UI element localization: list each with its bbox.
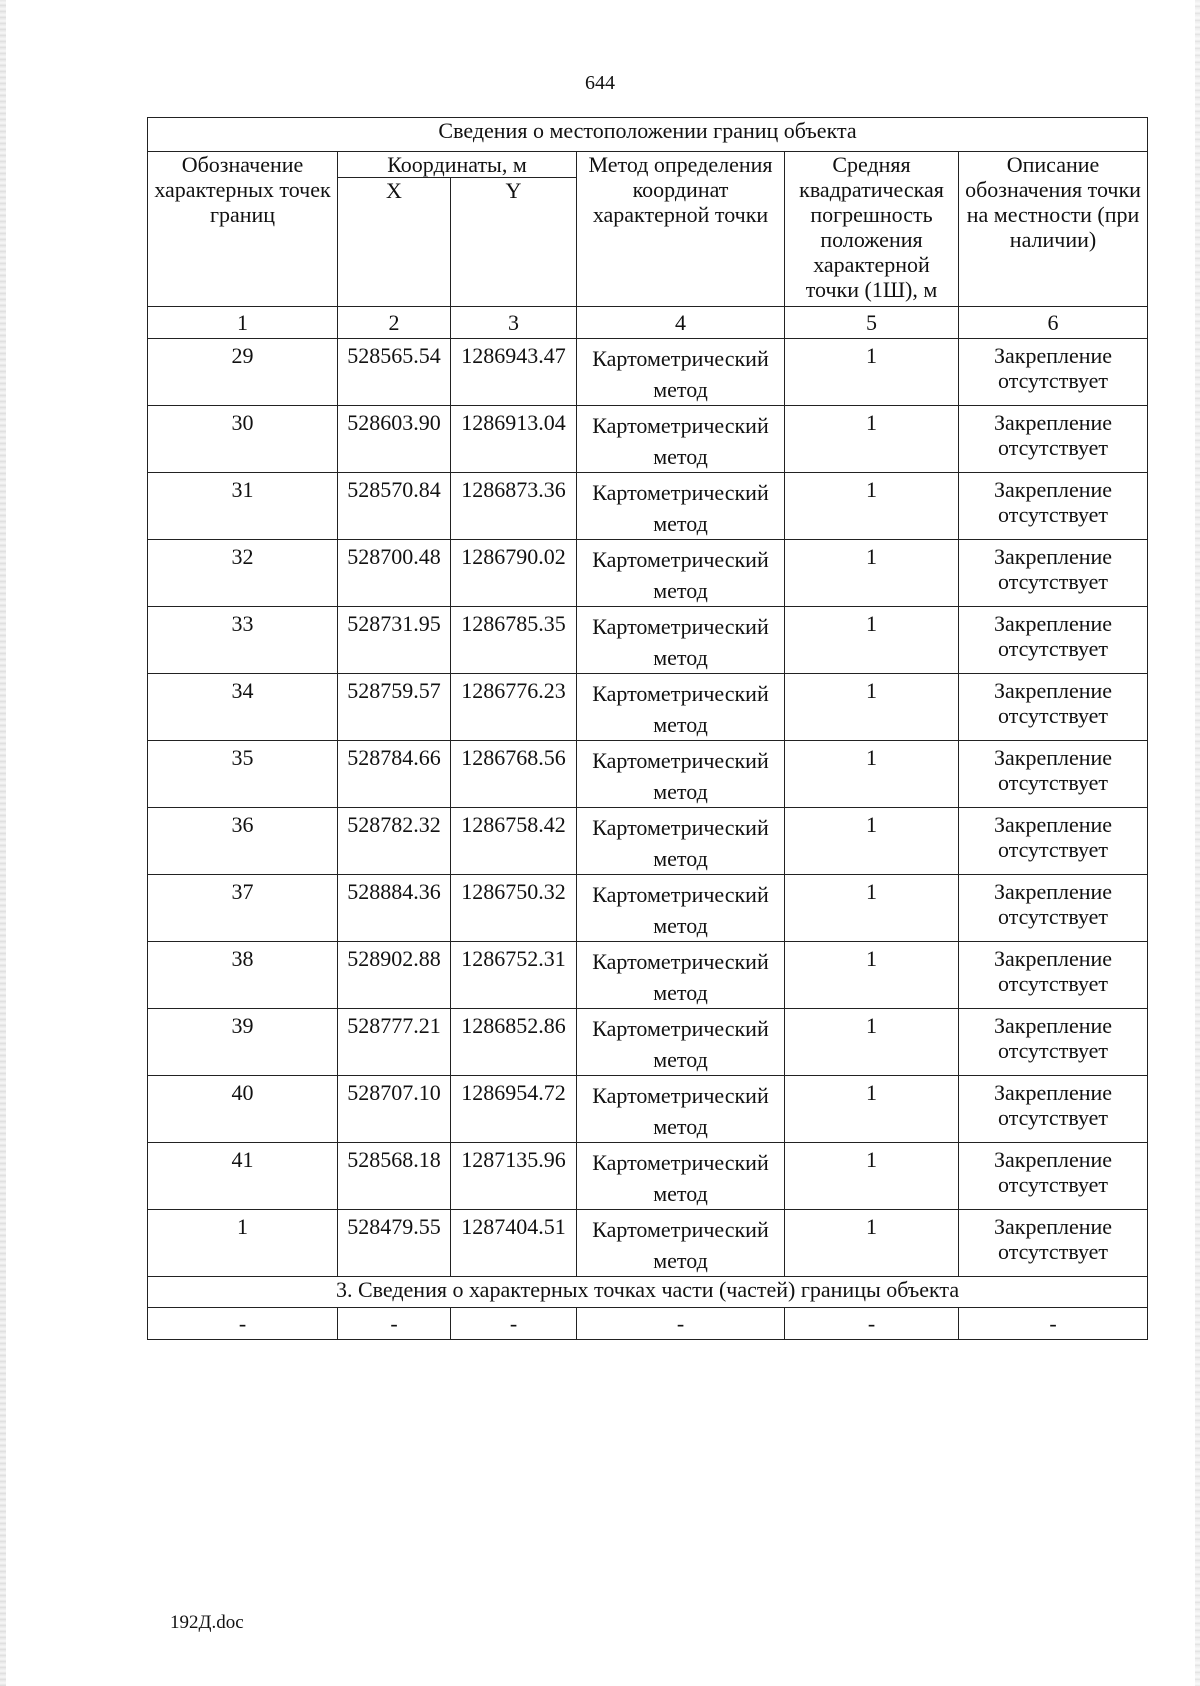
empty-dash-cell: - — [338, 1308, 451, 1340]
description-cell: Закрепление отсутствует — [959, 808, 1148, 875]
column-number-row — [148, 307, 1148, 339]
table-row — [148, 1210, 1148, 1277]
error-cell: 1 — [785, 808, 959, 875]
column-number: 5 — [785, 307, 959, 339]
description-cell: Закрепление отсутствует — [959, 1076, 1148, 1143]
y-coordinate-cell: 1286790.02 — [451, 540, 577, 607]
point-cell: 32 — [148, 540, 338, 607]
method-cell: Картометрический метод — [577, 1143, 785, 1210]
description-cell: Закрепление отсутствует — [959, 473, 1148, 540]
table-row — [148, 339, 1148, 406]
x-coordinate-cell: 528731.95 — [338, 607, 451, 674]
description-cell: Закрепление отсутствует — [959, 674, 1148, 741]
table-row — [148, 942, 1148, 1009]
description-cell: Закрепление отсутствует — [959, 741, 1148, 808]
column-number: 2 — [338, 307, 451, 339]
table-row — [148, 473, 1148, 540]
y-coordinate-cell: 1286785.35 — [451, 607, 577, 674]
scan-edge-left — [0, 0, 6, 1686]
x-coordinate-cell: 528570.84 — [338, 473, 451, 540]
error-cell: 1 — [785, 473, 959, 540]
empty-dash-cell: - — [148, 1308, 338, 1340]
y-coordinate-cell: 1287135.96 — [451, 1143, 577, 1210]
method-cell: Картометрический метод — [577, 1009, 785, 1076]
method-cell: Картометрический метод — [577, 607, 785, 674]
caption-row — [148, 118, 1148, 152]
error-cell: 1 — [785, 1210, 959, 1277]
point-cell: 40 — [148, 1076, 338, 1143]
method-cell: Картометрический метод — [577, 942, 785, 1009]
point-cell: 33 — [148, 607, 338, 674]
x-coordinate-cell: 528565.54 — [338, 339, 451, 406]
header-row — [148, 152, 1148, 178]
description-cell: Закрепление отсутствует — [959, 875, 1148, 942]
section-3-title: 3. Сведения о характерных точках части (частей) границы объекта — [148, 1277, 1148, 1308]
x-coordinate-cell: 528479.55 — [338, 1210, 451, 1277]
header-description: Описание обозначения точки на местности (при наличии) — [959, 152, 1148, 307]
table-row — [148, 607, 1148, 674]
y-coordinate-cell: 1286776.23 — [451, 674, 577, 741]
point-cell: 34 — [148, 674, 338, 741]
point-cell: 36 — [148, 808, 338, 875]
method-cell: Картометрический метод — [577, 875, 785, 942]
error-cell: 1 — [785, 339, 959, 406]
method-cell: Картометрический метод — [577, 674, 785, 741]
header-designation: Обозначение характерных точек границ — [148, 152, 338, 307]
header-error: Средняя квадратическая погрешность положения характерной точки (1Ш), м — [785, 152, 959, 307]
empty-dash-cell: - — [785, 1308, 959, 1340]
empty-dash-cell: - — [577, 1308, 785, 1340]
method-cell: Картометрический метод — [577, 406, 785, 473]
table-row — [148, 1009, 1148, 1076]
column-number: 1 — [148, 307, 338, 339]
error-cell: 1 — [785, 875, 959, 942]
description-cell: Закрепление отсутствует — [959, 1210, 1148, 1277]
description-cell: Закрепление отсутствует — [959, 406, 1148, 473]
description-cell: Закрепление отсутствует — [959, 540, 1148, 607]
table-row — [148, 1143, 1148, 1210]
x-coordinate-cell: 528707.10 — [338, 1076, 451, 1143]
point-cell: 35 — [148, 741, 338, 808]
header-y: Y — [451, 178, 577, 307]
y-coordinate-cell: 1286873.36 — [451, 473, 577, 540]
empty-dash-cell: - — [451, 1308, 577, 1340]
method-cell: Картометрический метод — [577, 339, 785, 406]
table-row — [148, 741, 1148, 808]
column-number: 4 — [577, 307, 785, 339]
x-coordinate-cell: 528884.36 — [338, 875, 451, 942]
method-cell: Картометрический метод — [577, 1076, 785, 1143]
header-method: Метод определения координат характерной точки — [577, 152, 785, 307]
x-coordinate-cell: 528777.21 — [338, 1009, 451, 1076]
description-cell: Закрепление отсутствует — [959, 607, 1148, 674]
point-cell: 38 — [148, 942, 338, 1009]
description-cell: Закрепление отсутствует — [959, 942, 1148, 1009]
point-cell: 29 — [148, 339, 338, 406]
method-cell: Картометрический метод — [577, 473, 785, 540]
table-row — [148, 674, 1148, 741]
y-coordinate-cell: 1286768.56 — [451, 741, 577, 808]
y-coordinate-cell: 1287404.51 — [451, 1210, 577, 1277]
point-cell: 41 — [148, 1143, 338, 1210]
error-cell: 1 — [785, 540, 959, 607]
method-cell: Картометрический метод — [577, 808, 785, 875]
error-cell: 1 — [785, 607, 959, 674]
x-coordinate-cell: 528603.90 — [338, 406, 451, 473]
description-cell: Закрепление отсутствует — [959, 339, 1148, 406]
x-coordinate-cell: 528784.66 — [338, 741, 451, 808]
y-coordinate-cell: 1286852.86 — [451, 1009, 577, 1076]
x-coordinate-cell: 528782.32 — [338, 808, 451, 875]
point-cell: 30 — [148, 406, 338, 473]
description-cell: Закрепление отсутствует — [959, 1143, 1148, 1210]
y-coordinate-cell: 1286913.04 — [451, 406, 577, 473]
table-row — [148, 1076, 1148, 1143]
table-caption: Сведения о местоположении границ объекта — [148, 118, 1148, 152]
error-cell: 1 — [785, 1009, 959, 1076]
y-coordinate-cell: 1286758.42 — [451, 808, 577, 875]
error-cell: 1 — [785, 741, 959, 808]
table-row — [148, 875, 1148, 942]
page-number: 644 — [585, 72, 615, 94]
x-coordinate-cell: 528700.48 — [338, 540, 451, 607]
y-coordinate-cell: 1286752.31 — [451, 942, 577, 1009]
method-cell: Картометрический метод — [577, 741, 785, 808]
method-cell: Картометрический метод — [577, 1210, 785, 1277]
y-coordinate-cell: 1286954.72 — [451, 1076, 577, 1143]
boundary-points-table — [147, 117, 1148, 1340]
point-cell: 37 — [148, 875, 338, 942]
point-cell: 1 — [148, 1210, 338, 1277]
description-cell: Закрепление отсутствует — [959, 1009, 1148, 1076]
x-coordinate-cell: 528902.88 — [338, 942, 451, 1009]
empty-dash-cell: - — [959, 1308, 1148, 1340]
scan-edge-right — [1195, 0, 1200, 1686]
table-row — [148, 406, 1148, 473]
column-number: 6 — [959, 307, 1148, 339]
error-cell: 1 — [785, 1143, 959, 1210]
section-3-row — [148, 1277, 1148, 1308]
section-3-data-row — [148, 1308, 1148, 1340]
table-row — [148, 808, 1148, 875]
point-cell: 31 — [148, 473, 338, 540]
header-x: X — [338, 178, 451, 307]
column-number: 3 — [451, 307, 577, 339]
point-cell: 39 — [148, 1009, 338, 1076]
file-name: 192Д.doc — [170, 1612, 244, 1633]
method-cell: Картометрический метод — [577, 540, 785, 607]
table-body — [148, 118, 1148, 1340]
error-cell: 1 — [785, 1076, 959, 1143]
x-coordinate-cell: 528759.57 — [338, 674, 451, 741]
error-cell: 1 — [785, 406, 959, 473]
header-coordinates: Координаты, м — [338, 152, 577, 178]
x-coordinate-cell: 528568.18 — [338, 1143, 451, 1210]
y-coordinate-cell: 1286750.32 — [451, 875, 577, 942]
y-coordinate-cell: 1286943.47 — [451, 339, 577, 406]
error-cell: 1 — [785, 942, 959, 1009]
error-cell: 1 — [785, 674, 959, 741]
table-row — [148, 540, 1148, 607]
